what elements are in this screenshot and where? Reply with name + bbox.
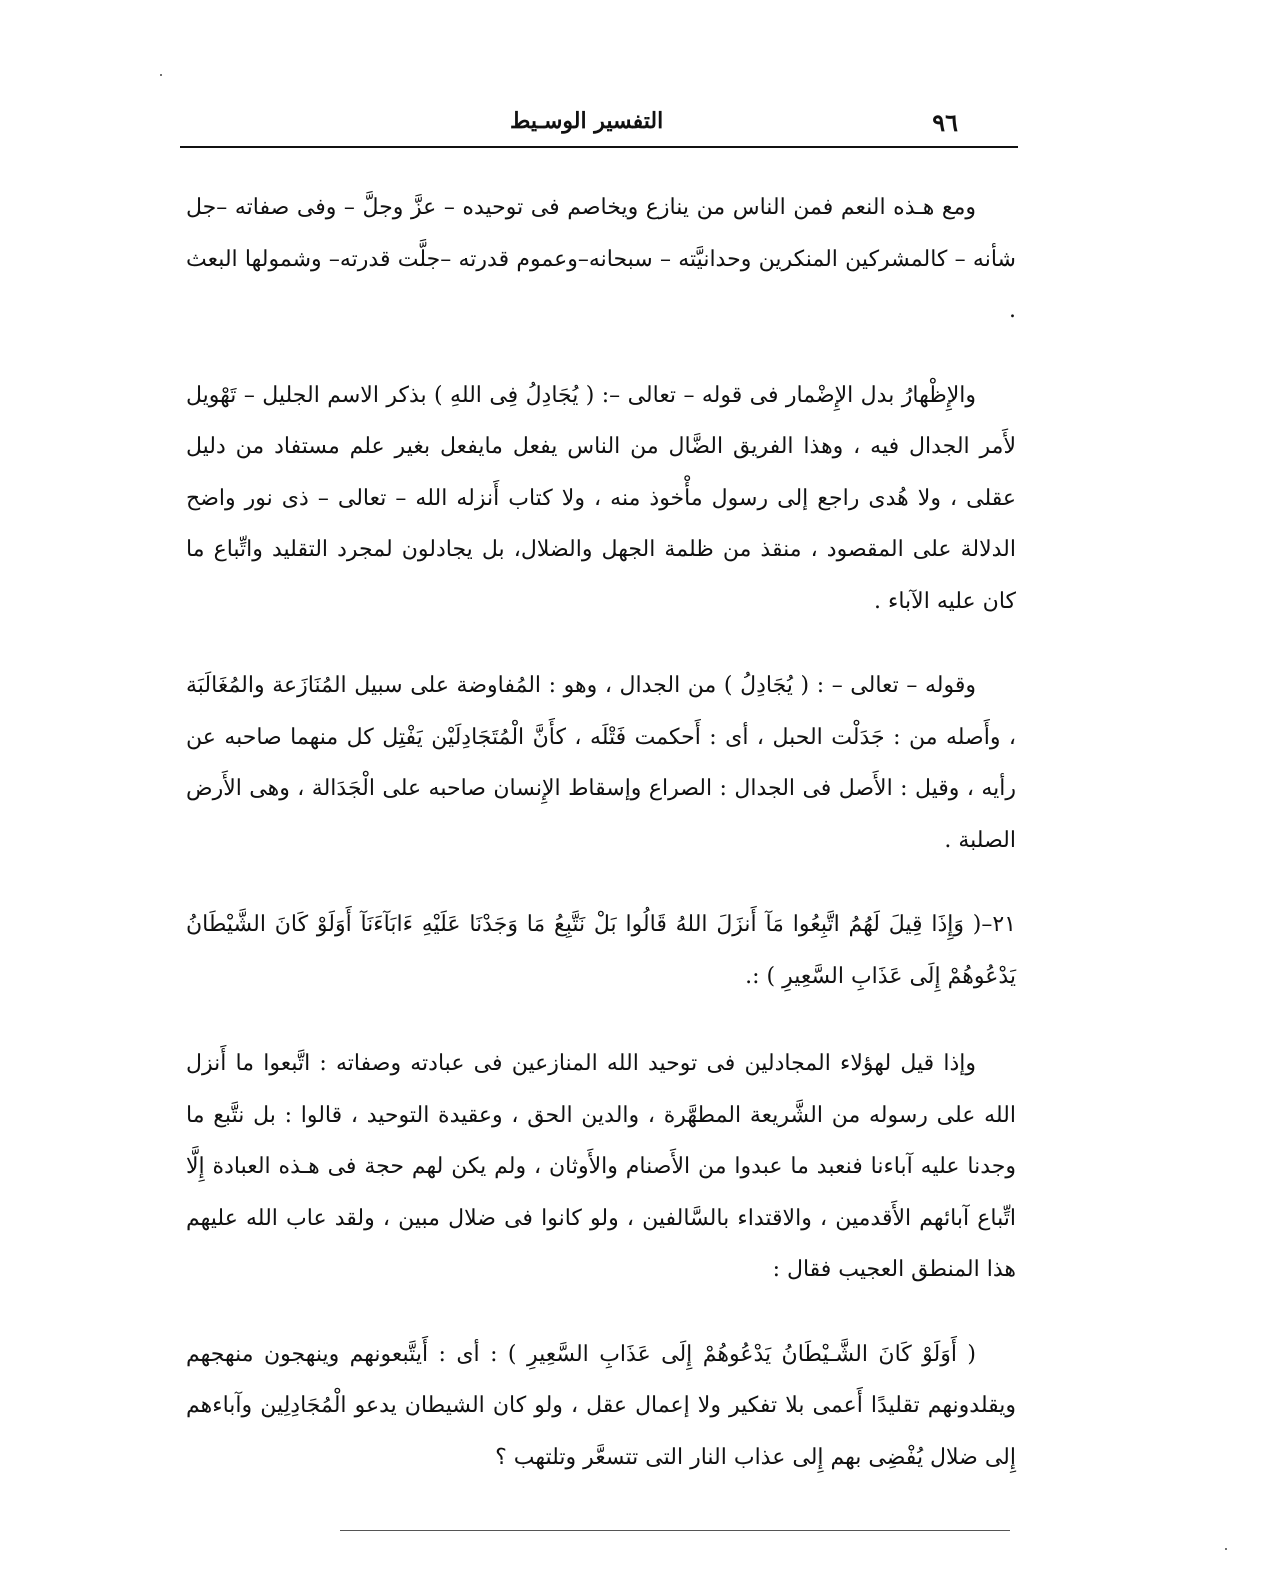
paragraph: وقوله – تعالى – : ( يُجَادِلُ ) من الجدال ، وهو : المُفاوضة على سبيل المُنَازَعة والمُغَالَبَة ، وأَصله من : جَدَلْت الحبل ، أى : أَحكمت فَتْلَه ، كأَنَّ الْمُتَجَادِلَيْن يَفْتِل كل منهما صاحبه عن رأيه ، وقيل : الأَصل فى الجدال : الصراع وإسقاط الإِنسان صاحبه على الْجَدَالة ، وهى الأَرض الصلبة . — [186, 673, 1016, 853]
page-number: ٩٦ — [932, 108, 958, 137]
header-rule — [180, 146, 1018, 148]
page-header — [180, 108, 1018, 148]
footer-rule — [340, 1530, 1010, 1531]
running-title: التفسير الوسـيط — [510, 108, 664, 134]
scan-speck — [160, 74, 162, 76]
paragraph: ( أَوَلَوْ كَانَ الشَّـيْطَانُ يَدْعُوهُمْ إِلَى عَذَابِ السَّعِيرِ ) : أى : أَيتَّبعونهم وينهجون منهجهم ويقلدونهم تقليدًا أَعمى بلا تفكير ولا إعمال عقل ، ولو كان الشيطان يدعو الْمُجَادِلِين وآباءهم إِلى ضلال يُفْضِى بهم إِلى عذاب النار التى تتسعَّر وتلتهب ؟ — [186, 1341, 1016, 1470]
paragraph: ومع هـذه النعم فمن الناس من ينازع ويخاصم فى توحيده – عزَّ وجلَّ – وفى صفاته –جل شأنه – كالمشركين المنكرين وحدانيَّته – سبحانه–وعموم قدرته –جلَّت قدرته– وشمولها البعث . — [186, 195, 1016, 323]
scan-speck — [1225, 1548, 1227, 1550]
paragraph: والإِظْهارُ بدل الإِضْمار فى قوله – تعالى –: ( يُجَادِلُ فِى اللهِ ) بذكر الاسم الجليل – تَهْويل لأَمر الجدال فيه ، وهذا الفريق الضَّال من الناس يفعل مايفعل بغير علم مستفاد من دليل عقلى ، ولا هُدى راجع إلى رسول مأْخوذ منه ، ولا كتاب أَنزله الله – تعالى – ذى نور واضح الدلالة على المقصود ، منقذ من ظلمة الجهل والضلال، بل يجادلون لمجرد التقليد واتِّباع ما كان عليه الآباء . — [186, 382, 1016, 614]
body-text — [186, 182, 1016, 1516]
quran-verse: ٢١–( وَإِذَا قِيلَ لَهُمُ اتَّبِعُوا مَآ أَنزَلَ اللهُ قَالُوا بَلْ نَتَّبِعُ مَا وَجَدْنَا عَلَيْهِ ءَابَآءَنَآ أَوَلَوْ كَانَ الشَّيْطَانُ يَدْعُوهُمْ إِلَى عَذَابِ السَّعِيرِ ) :. — [186, 912, 1016, 989]
paragraph: وإذا قيل لهؤلاء المجادلين فى توحيد الله المنازعين فى عبادته وصفاته : اتَّبعوا ما أَنزل الله على رسوله من الشَّريعة المطهَّرة ، والدين الحق ، وعقيدة التوحيد ، قالوا : بل نتَّبع ما وجدنا عليه آباءنا فنعبد ما عبدوا من الأَصنام والأَوثان ، ولم يكن لهم حجة فى هـذه العبادة إِلَّا اتِّباع آبائهم الأَقدمين ، والاقتداء بالسَّالفين ، ولو كانوا فى ضلال مبين ، ولقد عاب الله عليهم هذا المنطق العجيب فقال : — [186, 1051, 1016, 1282]
